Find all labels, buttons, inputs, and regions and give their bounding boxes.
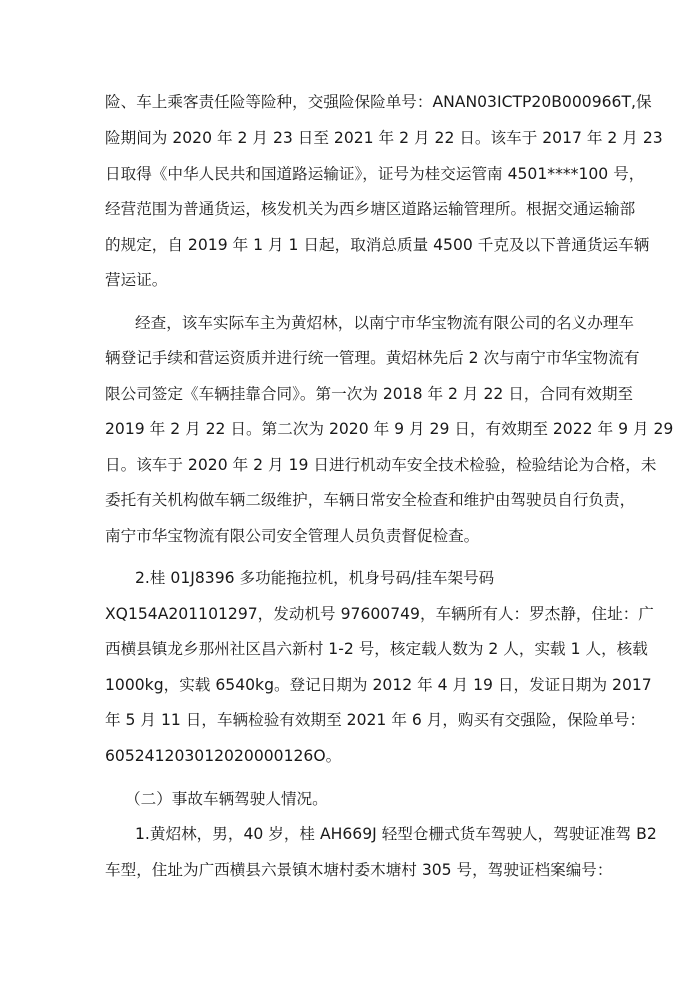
text-line: 险期间为 2020 年 2 月 23 日至 2021 年 2 月 22 日。该车于 2017 年 2 月 23: [105, 129, 663, 147]
paragraph-first-line: 1.黄炤林，男，40 岁，桂 AH669J 轻型仓栅式货车驾驶人，驾驶证准驾 B2: [135, 825, 657, 843]
text-line: 车型，住址为广西横县六景镇木塘村委木塘村 305 号，驾驶证档案编号：: [105, 861, 613, 879]
text-line: 1000kg，实载 6540kg。登记日期为 2012 年 4 月 19 日，发证日期为 2017: [105, 676, 652, 694]
text-line: 南宁市华宝物流有限公司安全管理人员负责督促检查。: [105, 527, 480, 545]
text-line: 营运证。: [105, 271, 168, 289]
paragraph-first-line: 2.桂 01J8396 多功能拖拉机，机身号码/挂车架号码: [135, 569, 495, 587]
text-line: 西横县镇龙乡那州社区昌六新村 1-2 号，核定载人数为 2 人，实载 1 人，核载: [105, 640, 648, 658]
text-line: XQ154A201101297，发动机号 97600749，车辆所有人：罗杰静，住址：广: [105, 605, 654, 623]
text-line: 委托有关机构做车辆二级维护，车辆日常安全检查和维护由驾驶员自行负责，: [105, 491, 636, 509]
text-line: 2019 年 2 月 22 日。第二次为 2020 年 9 月 29 日，有效期至 2022 年 9 月 29: [105, 420, 674, 438]
text-line: 限公司签定《车辆挂靠合同》。第一次为 2018 年 2 月 22 日，合同有效期至: [105, 385, 634, 403]
text-line: 年 5 月 11 日，车辆检验有效期至 2021 年 6 月，购买有交强险，保险单号：: [105, 711, 646, 729]
text-line: 日。该车于 2020 年 2 月 19 日进行机动车安全技术检验，检验结论为合格，未: [105, 456, 657, 474]
text-line: 辆登记手续和营运资质并进行统一管理。黄炤林先后 2 次与南宁市华宝物流有: [105, 349, 640, 367]
text-line: 的规定，自 2019 年 1 月 1 日起，取消总质量 4500 千克及以下普通货运车辆: [105, 236, 650, 254]
section-heading: （二）事故车辆驾驶人情况。: [125, 790, 328, 808]
text-line: 日取得《中华人民共和国道路运输证》，证号为桂交运管南 4501****100 号，: [105, 165, 645, 183]
paragraph-first-line: 经查，该车实际车主为黄炤林，以南宁市华宝物流有限公司的名义办理车: [135, 314, 635, 332]
text-line: 经营范围为普通货运，核发机关为西乡塘区道路运输管理所。根据交通运输部: [105, 200, 636, 218]
text-line: 险、车上乘客责任险等险种，交强险保险单号：ANAN03ICTP20B000966T,保: [105, 93, 652, 111]
text-line: 605241203012020000126O。: [105, 747, 342, 765]
